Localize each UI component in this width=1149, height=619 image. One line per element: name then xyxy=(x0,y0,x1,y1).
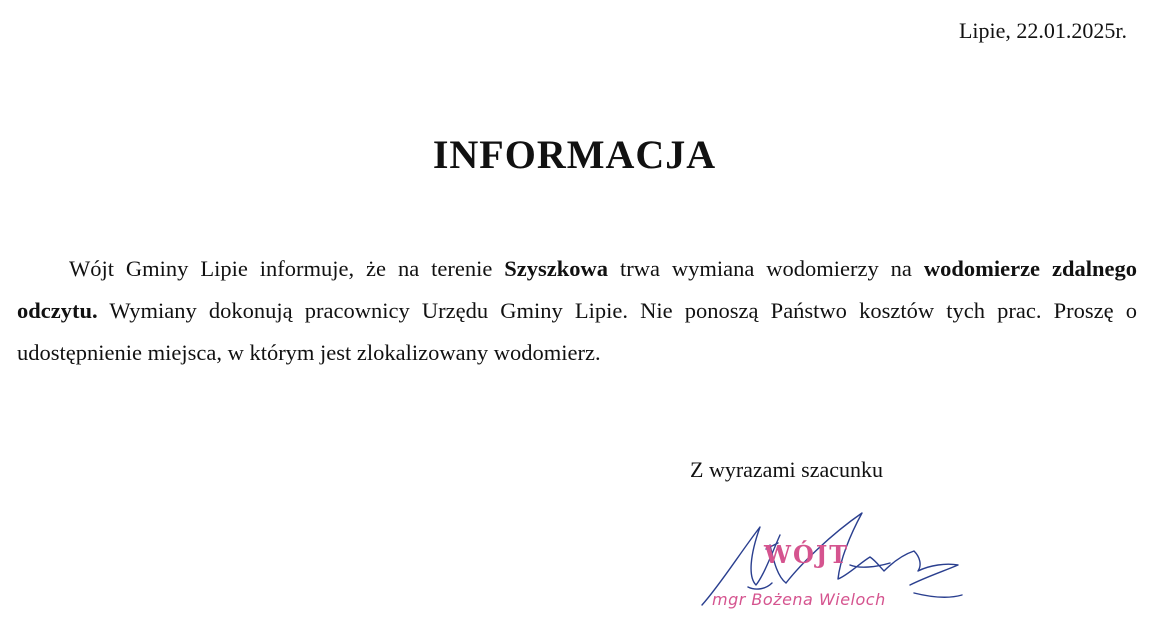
paragraph-text-2: trwa wymiana wodomierzy na xyxy=(608,256,924,281)
paragraph-text-3: Wymiany dokonują pracownicy Urzędu Gminy Lipie. Nie ponoszą Państwo kosztów tych prac. Proszę o udostępnienie miejsca, w którym jest zlokalizowany wodomierz. xyxy=(17,298,1137,365)
paragraph-bold-meters: wodomierze zdalnego odczytu. xyxy=(17,256,1137,323)
date-line: Lipie, 22.01.2025r. xyxy=(958,18,1127,43)
closing-phrase: Z wyrazami szacunku xyxy=(690,457,884,482)
stamp-title: WÓJT xyxy=(764,540,850,569)
document-title: INFORMACJA xyxy=(432,132,717,177)
body-paragraph xyxy=(17,248,1137,374)
stamp-name: mgr Bożena Wieloch xyxy=(712,590,886,609)
paragraph-text-1: Wójt Gminy Lipie informuje, że na terenie xyxy=(69,256,505,281)
paragraph-bold-place: Szyszkowa xyxy=(504,256,609,281)
